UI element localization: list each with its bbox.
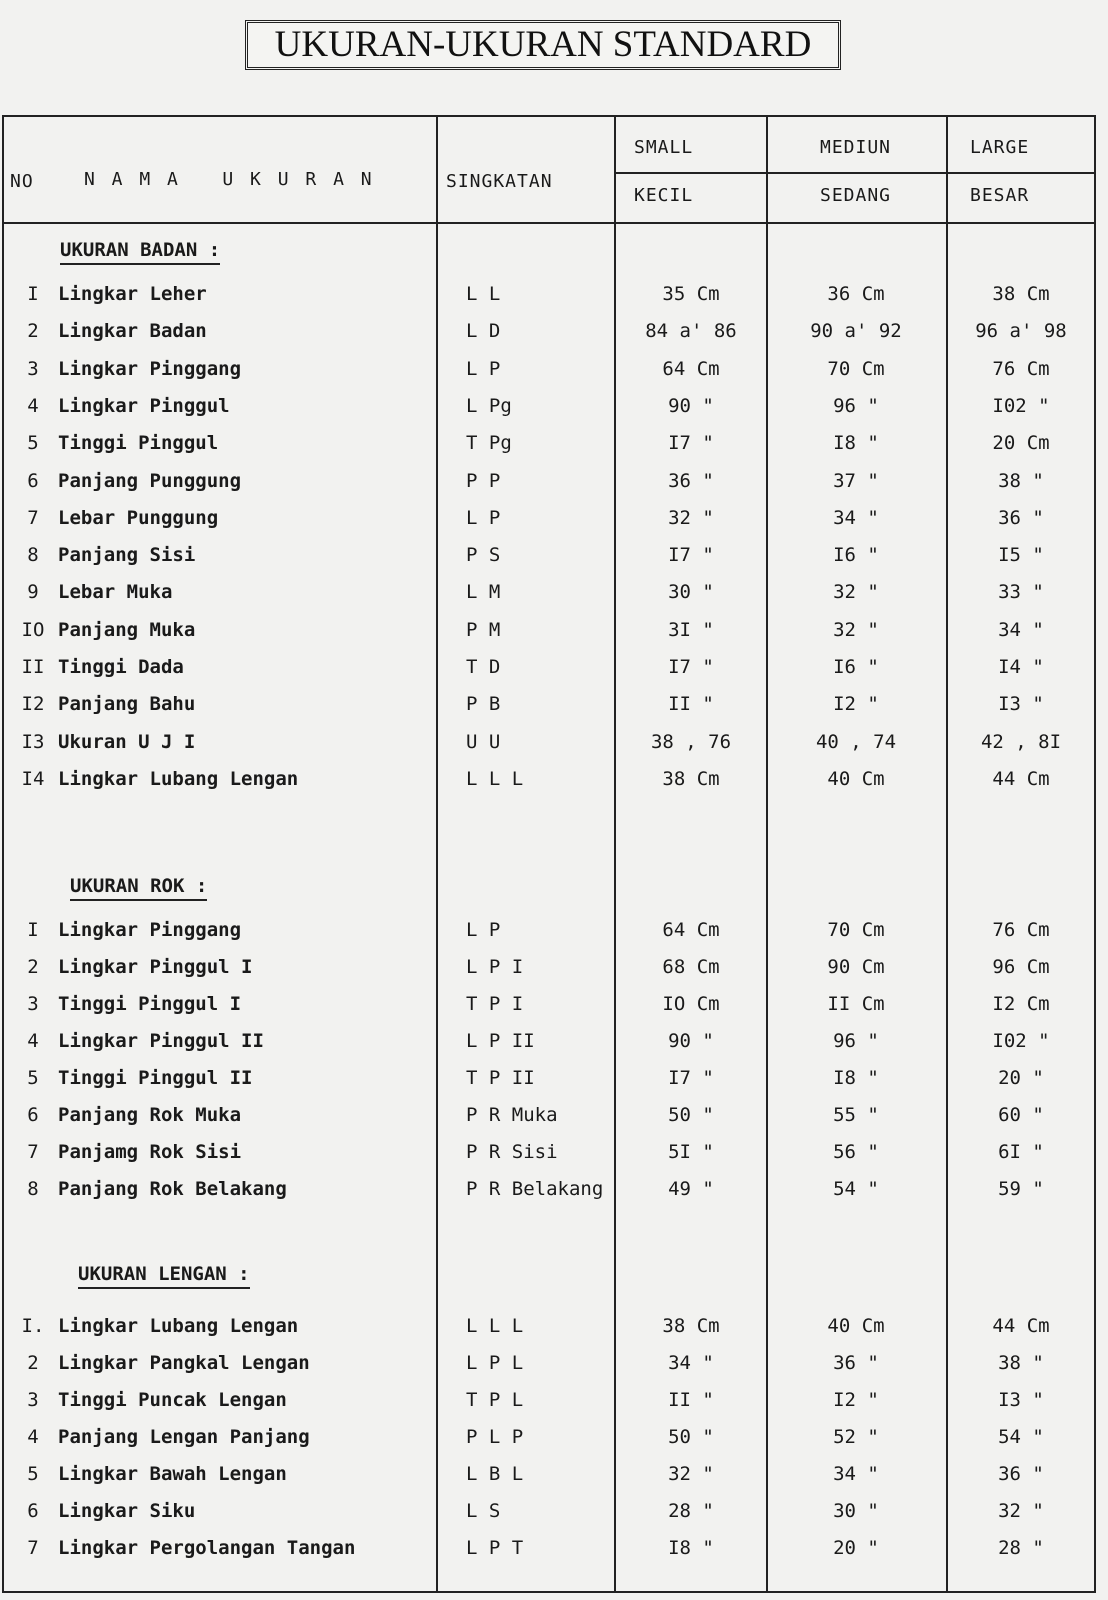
- table-row: [4, 389, 1098, 425]
- cell-name: Panjang Rok Belakang: [58, 1178, 287, 1200]
- cell-s: 64 Cm: [662, 357, 720, 380]
- cell-s: 64 Cm: [662, 919, 720, 941]
- table-row: [4, 650, 1098, 686]
- cell-abbr: P P: [466, 469, 501, 492]
- cell-s: I7 ": [668, 544, 714, 567]
- cell-l: 36 ": [998, 1463, 1044, 1485]
- cell-abbr: L P: [466, 506, 501, 529]
- cell-m: 70 Cm: [827, 919, 885, 941]
- cell-s: II ": [668, 693, 714, 716]
- cell-l: 38 ": [998, 1352, 1044, 1374]
- cell-s: 32 ": [668, 1463, 714, 1485]
- cell-abbr: L D: [466, 320, 501, 343]
- cell-l: 42 , 8I: [980, 730, 1062, 753]
- cell-no: 5: [27, 432, 39, 455]
- cell-m: 96 ": [833, 394, 879, 417]
- cell-abbr: L M: [466, 581, 501, 604]
- cell-name: Tinggi Pinggul II: [58, 1067, 253, 1089]
- cell-m: 55 ": [833, 1104, 879, 1126]
- cell-abbr: L L: [466, 283, 501, 305]
- cell-name: Panjang Sisi: [58, 544, 196, 567]
- table-row: [4, 1346, 1098, 1382]
- cell-abbr: T P I: [466, 993, 524, 1015]
- cell-no: I3: [21, 730, 45, 753]
- cell-m: I6 ": [833, 544, 879, 567]
- section-title: [78, 1263, 250, 1289]
- cell-abbr: P L P: [466, 1426, 524, 1448]
- cell-l: 96 a' 98: [975, 320, 1067, 343]
- cell-no: I: [27, 283, 39, 305]
- cell-m: I8 ": [833, 1067, 879, 1089]
- section-title: [70, 875, 207, 901]
- cell-s: 36 ": [668, 469, 714, 492]
- page-title: UKURAN-UKURAN STANDARD: [245, 20, 841, 70]
- cell-no: 8: [27, 544, 39, 567]
- cell-s: 35 Cm: [662, 283, 720, 305]
- cell-l: 44 Cm: [992, 1315, 1050, 1337]
- cell-s: 38 Cm: [662, 767, 720, 790]
- cell-l: I4 ": [998, 656, 1044, 678]
- cell-no: 4: [27, 1426, 39, 1448]
- section-title: [60, 239, 220, 265]
- cell-l: 34 ": [998, 618, 1044, 641]
- table-row: [4, 1135, 1098, 1171]
- table-row: [4, 950, 1098, 986]
- table-row: [4, 1420, 1098, 1456]
- cell-m: 30 ": [833, 1500, 879, 1522]
- cell-abbr: P R Belakang: [466, 1178, 604, 1200]
- cell-l: I2 Cm: [992, 993, 1050, 1015]
- cell-m: 56 ": [833, 1141, 879, 1163]
- cell-no: IO: [21, 618, 45, 641]
- cell-name: Panjang Lengan Panjang: [58, 1426, 310, 1448]
- cell-no: 7: [27, 1141, 39, 1163]
- cell-s: 68 Cm: [662, 956, 720, 978]
- cell-s: 5I ": [668, 1141, 714, 1163]
- cell-s: 84 a' 86: [645, 320, 737, 343]
- cell-l: 20 ": [998, 1067, 1044, 1089]
- cell-s: I7 ": [668, 1067, 714, 1089]
- cell-m: 70 Cm: [827, 357, 885, 380]
- cell-name: Lingkar Pinggang: [58, 919, 242, 941]
- table-row: [4, 352, 1098, 388]
- cell-no: 6: [27, 1500, 39, 1522]
- cell-abbr: L L L: [466, 767, 524, 790]
- header-small-id: KECIL: [634, 185, 694, 206]
- cell-no: 2: [27, 956, 39, 978]
- cell-name: Panjang Bahu: [58, 693, 196, 716]
- cell-abbr: L P II: [466, 1030, 535, 1052]
- cell-abbr: T P II: [466, 1067, 535, 1089]
- cell-l: 32 ": [998, 1500, 1044, 1522]
- table-row: [4, 1098, 1098, 1134]
- cell-l: 76 Cm: [992, 357, 1050, 380]
- cell-no: 2: [27, 1352, 39, 1374]
- table-row: [4, 464, 1098, 500]
- header-bottom-rule: [4, 222, 1096, 224]
- header-abbr: SINGKATAN: [446, 171, 553, 192]
- table-row: [4, 1172, 1098, 1208]
- cell-no: 3: [27, 1389, 39, 1411]
- cell-name: Lingkar Pangkal Lengan: [58, 1352, 310, 1374]
- cell-m: 37 ": [833, 469, 879, 492]
- cell-m: I2 ": [833, 693, 879, 716]
- cell-m: 36 Cm: [827, 283, 885, 305]
- cell-m: I6 ": [833, 656, 879, 678]
- section-title-text: UKURAN BADAN :: [60, 239, 220, 265]
- table-row: [4, 762, 1098, 798]
- cell-abbr: L P T: [466, 1537, 524, 1559]
- cell-no: 6: [27, 1104, 39, 1126]
- cell-m: 20 ": [833, 1537, 879, 1559]
- cell-no: 5: [27, 1067, 39, 1089]
- cell-abbr: P R Sisi: [466, 1141, 558, 1163]
- cell-l: 36 ": [998, 506, 1044, 529]
- cell-m: 34 ": [833, 1463, 879, 1485]
- cell-s: 32 ": [668, 506, 714, 529]
- cell-s: 38 Cm: [662, 1315, 720, 1337]
- table-row: [4, 1309, 1098, 1345]
- table-row: [4, 426, 1098, 462]
- cell-l: 38 Cm: [992, 283, 1050, 305]
- cell-l: 6I ": [998, 1141, 1044, 1163]
- cell-no: 2: [27, 320, 39, 343]
- header-mid-rule: [614, 172, 1096, 174]
- header-large-id: BESAR: [970, 185, 1030, 206]
- cell-m: 96 ": [833, 1030, 879, 1052]
- cell-s: 50 ": [668, 1104, 714, 1126]
- cell-s: 3I ": [668, 618, 714, 641]
- cell-l: I02 ": [992, 1030, 1050, 1052]
- cell-s: IO Cm: [662, 993, 720, 1015]
- cell-no: I4: [21, 767, 45, 790]
- cell-name: Tinggi Puncak Lengan: [58, 1389, 287, 1411]
- cell-m: 36 ": [833, 1352, 879, 1374]
- table-row: [4, 1024, 1098, 1060]
- cell-abbr: U U: [466, 730, 501, 753]
- cell-s: 38 , 76: [650, 730, 732, 753]
- cell-s: II ": [668, 1389, 714, 1411]
- cell-m: 34 ": [833, 506, 879, 529]
- cell-l: 60 ": [998, 1104, 1044, 1126]
- table-row: [4, 1494, 1098, 1530]
- cell-l: 38 ": [998, 469, 1044, 492]
- cell-abbr: P B: [466, 693, 501, 716]
- cell-no: 4: [27, 394, 39, 417]
- cell-l: 28 ": [998, 1537, 1044, 1559]
- cell-l: 96 Cm: [992, 956, 1050, 978]
- cell-abbr: L Pg: [466, 394, 512, 417]
- cell-abbr: T D: [466, 656, 501, 678]
- cell-s: 90 ": [668, 394, 714, 417]
- cell-name: Lingkar Badan: [58, 320, 207, 343]
- cell-l: 59 ": [998, 1178, 1044, 1200]
- cell-s: 90 ": [668, 1030, 714, 1052]
- cell-l: I3 ": [998, 693, 1044, 716]
- cell-abbr: L B L: [466, 1463, 524, 1485]
- cell-l: 33 ": [998, 581, 1044, 604]
- cell-name: Panjamg Rok Sisi: [58, 1141, 242, 1163]
- cell-abbr: P R Muka: [466, 1104, 558, 1126]
- header-large-en: LARGE: [970, 137, 1030, 158]
- cell-abbr: T Pg: [466, 432, 512, 455]
- cell-s: 49 ": [668, 1178, 714, 1200]
- cell-name: Lebar Muka: [58, 581, 173, 604]
- cell-abbr: L P: [466, 919, 501, 941]
- cell-abbr: L L L: [466, 1315, 524, 1337]
- header-medium-id: SEDANG: [820, 185, 892, 206]
- cell-m: II Cm: [827, 993, 885, 1015]
- table-row: [4, 1383, 1098, 1419]
- cell-l: 44 Cm: [992, 767, 1050, 790]
- table-row: [4, 314, 1098, 350]
- header-name: N A M A U K U R A N: [84, 169, 375, 190]
- cell-name: Lingkar Leher: [58, 283, 207, 305]
- cell-m: I8 ": [833, 432, 879, 455]
- cell-m: 32 ": [833, 581, 879, 604]
- cell-no: 3: [27, 357, 39, 380]
- cell-name: Lingkar Siku: [58, 1500, 196, 1522]
- cell-l: I5 ": [998, 544, 1044, 567]
- cell-name: Tinggi Pinggul: [58, 432, 219, 455]
- cell-m: 90 a' 92: [810, 320, 902, 343]
- table-row: [4, 1457, 1098, 1493]
- cell-m: 90 Cm: [827, 956, 885, 978]
- cell-s: 50 ": [668, 1426, 714, 1448]
- cell-no: 9: [27, 581, 39, 604]
- cell-name: Panjang Muka: [58, 618, 196, 641]
- cell-name: Tinggi Dada: [58, 656, 184, 678]
- cell-s: 28 ": [668, 1500, 714, 1522]
- cell-m: 40 , 74: [815, 730, 897, 753]
- table-row: [4, 1061, 1098, 1097]
- cell-name: Lingkar Pergolangan Tangan: [58, 1537, 356, 1559]
- cell-abbr: P S: [466, 544, 501, 567]
- cell-m: 52 ": [833, 1426, 879, 1448]
- cell-s: 30 ": [668, 581, 714, 604]
- section-title-text: UKURAN LENGAN :: [78, 1263, 250, 1289]
- section-title-text: UKURAN ROK :: [70, 875, 207, 901]
- cell-l: 20 Cm: [992, 432, 1050, 455]
- cell-name: Lingkar Lubang Lengan: [58, 1315, 299, 1337]
- cell-no: 7: [27, 1537, 39, 1559]
- cell-no: 8: [27, 1178, 39, 1200]
- cell-name: Lingkar Pinggang: [58, 357, 242, 380]
- table-row: [4, 987, 1098, 1023]
- cell-m: 40 Cm: [827, 767, 885, 790]
- cell-no: II: [21, 656, 45, 678]
- cell-name: Tinggi Pinggul I: [58, 993, 242, 1015]
- header-medium-en: MEDIUN: [820, 137, 892, 158]
- cell-name: Ukuran U J I: [58, 730, 196, 753]
- cell-m: 40 Cm: [827, 1315, 885, 1337]
- table-row: [4, 913, 1098, 949]
- cell-l: 76 Cm: [992, 919, 1050, 941]
- cell-s: I8 ": [668, 1537, 714, 1559]
- cell-no: I: [27, 919, 39, 941]
- cell-l: 54 ": [998, 1426, 1044, 1448]
- table-row: [4, 1531, 1098, 1567]
- cell-l: I02 ": [992, 394, 1050, 417]
- cell-no: 3: [27, 993, 39, 1015]
- cell-s: 34 ": [668, 1352, 714, 1374]
- cell-name: Lingkar Lubang Lengan: [58, 767, 299, 790]
- cell-l: I3 ": [998, 1389, 1044, 1411]
- cell-name: Lingkar Pinggul I: [58, 956, 253, 978]
- cell-m: 54 ": [833, 1178, 879, 1200]
- cell-s: I7 ": [668, 656, 714, 678]
- cell-no: 6: [27, 469, 39, 492]
- cell-m: I2 ": [833, 1389, 879, 1411]
- size-table: [2, 115, 1096, 1593]
- cell-abbr: L P: [466, 357, 501, 380]
- table-row: [4, 687, 1098, 723]
- cell-name: Lingkar Pinggul II: [58, 1030, 264, 1052]
- header-no: NO: [10, 171, 34, 192]
- table-row: [4, 538, 1098, 574]
- table-row: [4, 613, 1098, 649]
- table-row: [4, 277, 1098, 313]
- cell-name: Lingkar Bawah Lengan: [58, 1463, 287, 1485]
- cell-name: Lingkar Pinggul: [58, 394, 230, 417]
- cell-name: Lebar Punggung: [58, 506, 219, 529]
- cell-abbr: L P I: [466, 956, 524, 978]
- cell-abbr: L P L: [466, 1352, 524, 1374]
- cell-no: I.: [21, 1315, 45, 1337]
- cell-no: 7: [27, 506, 39, 529]
- table-row: [4, 575, 1098, 611]
- cell-no: I2: [21, 693, 45, 716]
- cell-m: 32 ": [833, 618, 879, 641]
- header-small-en: SMALL: [634, 137, 694, 158]
- table-row: [4, 725, 1098, 761]
- cell-no: 4: [27, 1030, 39, 1052]
- cell-name: Panjang Rok Muka: [58, 1104, 242, 1126]
- table-row: [4, 501, 1098, 537]
- cell-abbr: P M: [466, 618, 501, 641]
- cell-abbr: T P L: [466, 1389, 524, 1411]
- cell-no: 5: [27, 1463, 39, 1485]
- cell-name: Panjang Punggung: [58, 469, 242, 492]
- cell-abbr: L S: [466, 1500, 501, 1522]
- cell-s: I7 ": [668, 432, 714, 455]
